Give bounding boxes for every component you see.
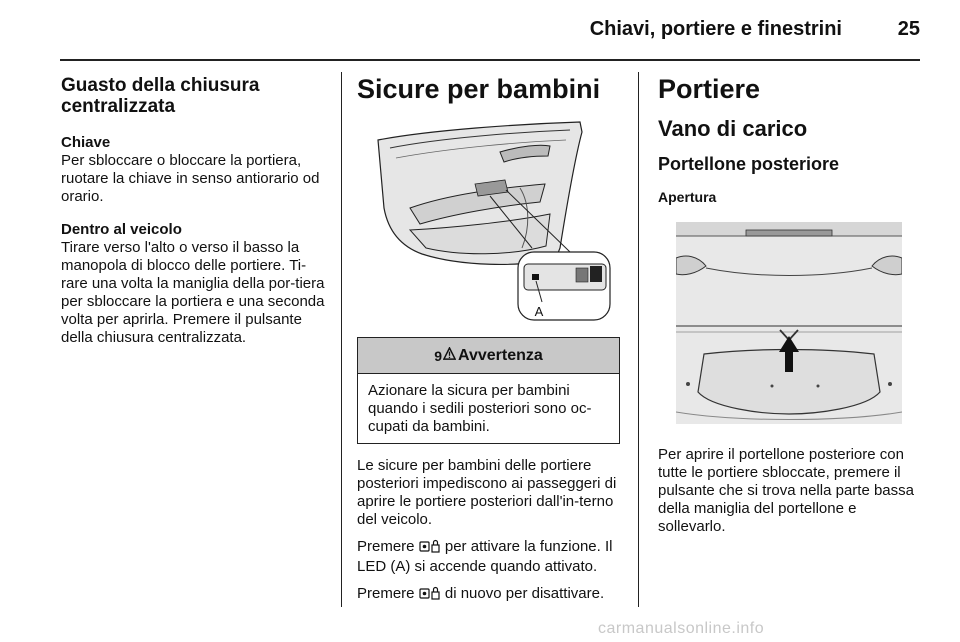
child-lock-para-2: Premere per attivare la funzione. Il LED (A) si accende quando attivato. <box>357 538 613 575</box>
tailgate-subtitle: Portellone posteriore <box>658 154 840 174</box>
page-header <box>0 0 960 62</box>
cargo-subtitle: Vano di carico <box>658 116 808 141</box>
tailgate-body <box>658 446 926 536</box>
block-heading-inside: Dentro al veicolo <box>61 221 182 238</box>
child-lock-body <box>357 457 622 605</box>
child-lock-para-3: Premere di nuovo per disattivare. <box>357 585 622 605</box>
column-divider-2 <box>638 72 639 607</box>
warning-triangle-icon <box>443 347 456 365</box>
child-lock-icon <box>419 539 441 558</box>
child-lock-icon <box>419 586 441 605</box>
warning-box <box>357 337 620 444</box>
child-lock-para-1: Le sicure per bambini delle portiere posteriori impediscono ai passeggeri di aprire le portiere posteriori dall'in-terno del veicolo. <box>357 457 617 528</box>
door-panel-illustration <box>370 118 615 323</box>
doors-title: Portiere <box>658 74 761 104</box>
section-title: Guasto della chiusura centralizzata <box>61 75 260 117</box>
watermark: carmanualsonline.info <box>598 620 765 637</box>
tailgate-illustration <box>676 222 902 424</box>
header-rule <box>60 59 920 61</box>
figure-label-a: A <box>534 304 544 319</box>
block-heading-key: Chiave <box>61 134 111 151</box>
warning-text: Azionare la sicura per bambini quando i sedili posteriori sono oc-cupati da bambini. <box>368 382 592 435</box>
opening-heading: Apertura <box>658 189 717 205</box>
tailgate-text: Per aprire il portellone posteriore con tutte le portiere sbloccate, premere il pulsante che si trova nella parte bassa della maniglia del portellone e sollevarlo. <box>658 446 914 535</box>
page-number: 25 <box>897 18 920 40</box>
column-divider-1 <box>341 72 342 607</box>
warning-header <box>358 338 619 374</box>
block-text-inside: Tirare verso l'alto o verso il basso la manopola di blocco delle portiere. Ti-rare una volta la maniglia della por-tiera per sbloccare la portiera e una seconda volta per aprirla. Premere il pulsante della chiusura centralizzata. <box>61 239 325 346</box>
column-2 <box>357 72 622 104</box>
running-title: Chiavi, portiere e finestrini <box>589 18 842 40</box>
column-1 <box>61 72 329 347</box>
warning-symbol: 9 <box>434 347 442 364</box>
warning-title: Avvertenza <box>458 346 543 364</box>
column-3 <box>658 72 926 206</box>
block-text-key: Per sbloccare o bloccare la portiera, ruotare la chiave in senso antiorario od orario. <box>61 152 320 205</box>
child-lock-title: Sicure per bambini <box>357 74 601 104</box>
